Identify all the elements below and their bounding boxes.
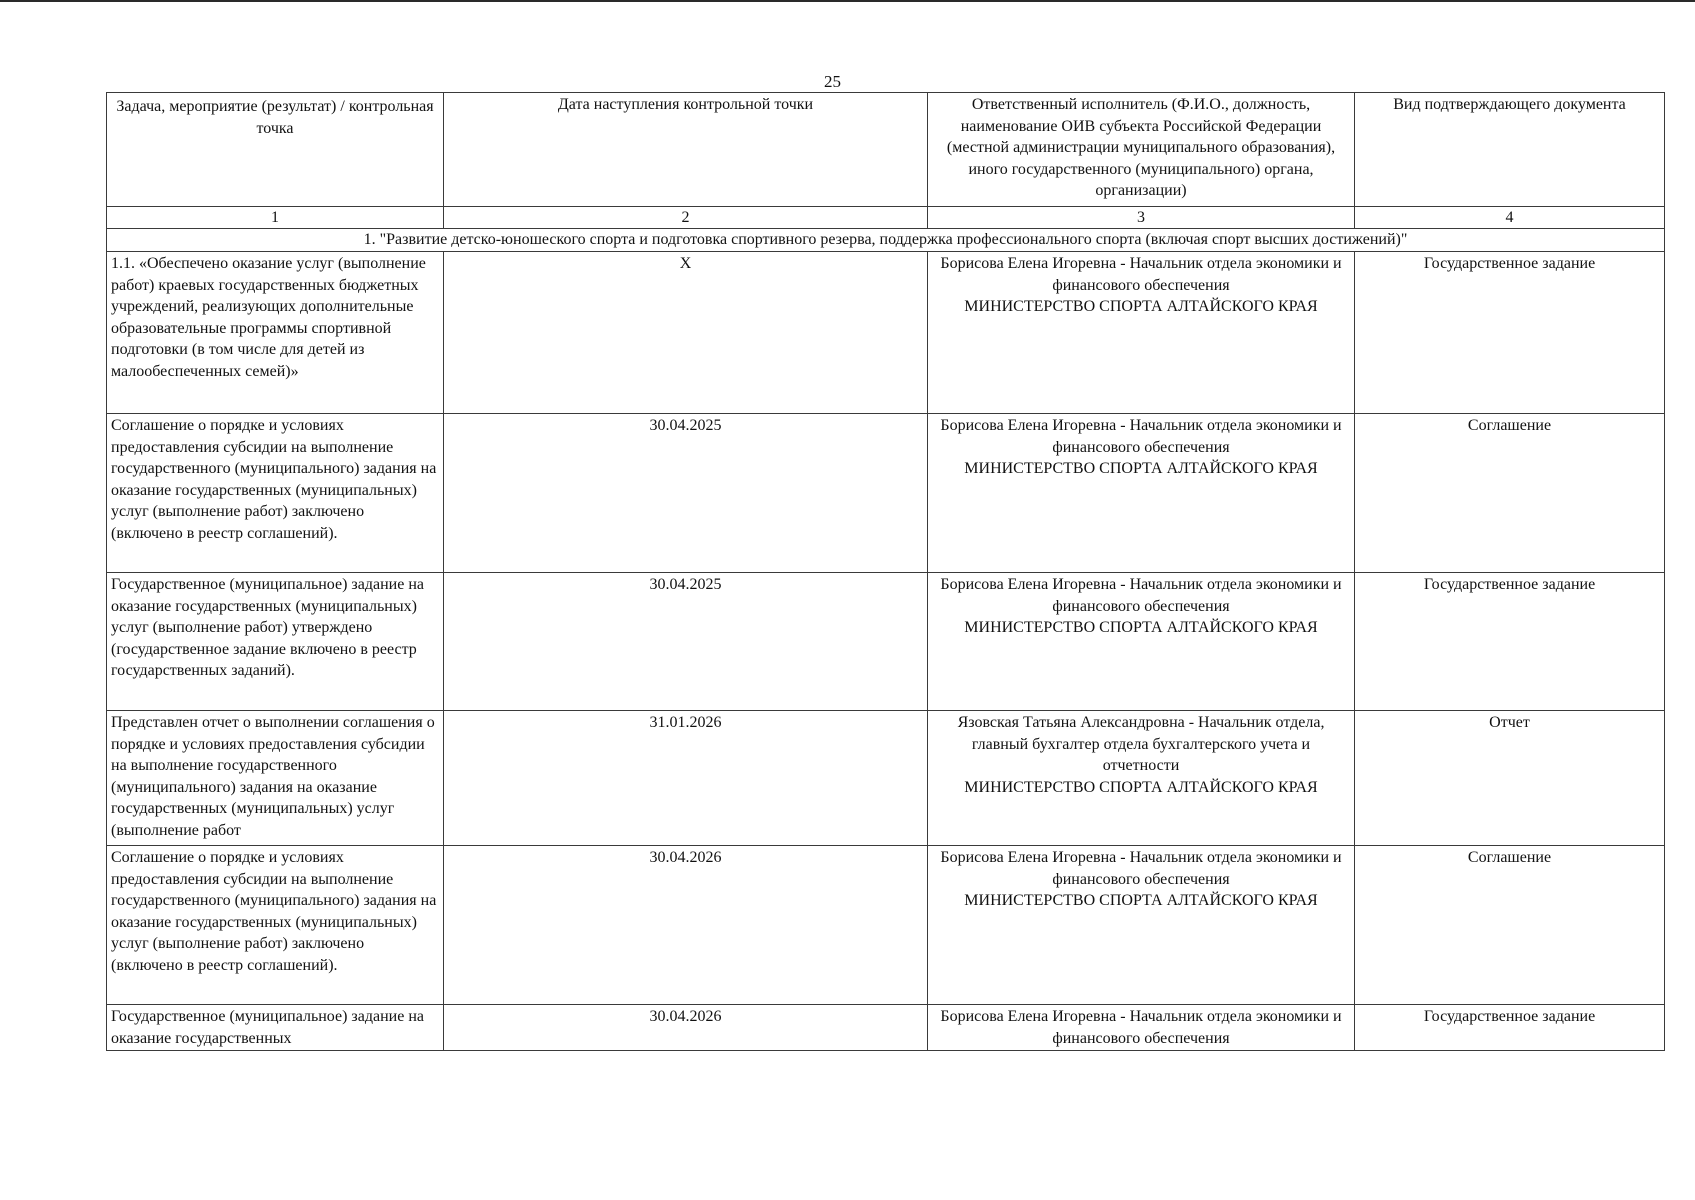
- document-cell: Государственное задание: [1355, 1005, 1665, 1051]
- header-task: Задача, мероприятие (результат) / контрольная точка: [107, 93, 444, 207]
- executor-name: Борисова Елена Игоревна - Начальник отдела экономики и финансового обеспечения: [940, 255, 1342, 294]
- table-row: [107, 711, 1665, 846]
- executor-name: Язовская Татьяна Александровна - Начальник отдела, главный бухгалтер отдела бухгалтерского учета и отчетности: [957, 714, 1325, 775]
- date-cell: 30.04.2026: [444, 1005, 928, 1051]
- document-cell: Государственное задание: [1355, 573, 1665, 711]
- table-row: [107, 846, 1665, 1005]
- column-number: 2: [444, 207, 928, 229]
- column-number: 1: [107, 207, 444, 229]
- header-document: Вид подтверждающего документа: [1355, 93, 1665, 207]
- table-row: [107, 1005, 1665, 1051]
- executor-name: Борисова Елена Игоревна - Начальник отдела экономики и финансового обеспечения: [940, 417, 1342, 456]
- page-top-edge: [0, 0, 1695, 2]
- executor-cell: [928, 711, 1355, 846]
- executor-name: Борисова Елена Игоревна - Начальник отдела экономики и финансового обеспечения: [940, 849, 1342, 888]
- date-cell: 30.04.2025: [444, 573, 928, 711]
- task-cell: Соглашение о порядке и условиях предоставления субсидии на выполнение государственного (муниципального) задания на оказание государственных (муниципальных) услуг (выполнение работ) заключено (включено в реестр соглашений).: [107, 414, 444, 573]
- section-title: 1. "Развитие детско-юношеского спорта и подготовка спортивного резерва, поддержка профессионального спорта (включая спорт высших достижений)": [107, 229, 1665, 252]
- table-row: [107, 252, 1665, 414]
- date-cell: X: [444, 252, 928, 414]
- executor-name: Борисова Елена Игоревна - Начальник отдела экономики и финансового обеспечения: [940, 576, 1342, 615]
- date-cell: 30.04.2025: [444, 414, 928, 573]
- date-cell: 31.01.2026: [444, 711, 928, 846]
- executor-cell: [928, 414, 1355, 573]
- executor-cell: [928, 573, 1355, 711]
- executor-organization: МИНИСТЕРСТВО СПОРТА АЛТАЙСКОГО КРАЯ: [964, 778, 1318, 796]
- task-cell: Государственное (муниципальное) задание на оказание государственных: [107, 1005, 444, 1051]
- executor-name: Борисова Елена Игоревна - Начальник отдела экономики и финансового обеспечения: [940, 1008, 1342, 1047]
- header-date: Дата наступления контрольной точки: [444, 93, 928, 207]
- executor-organization: МИНИСТЕРСТВО СПОРТА АЛТАЙСКОГО КРАЯ: [964, 460, 1318, 478]
- task-cell: Представлен отчет о выполнении соглашения о порядке и условиях предоставления субсидии на выполнение государственного (муниципального) задания на оказание государственных (муниципальных) услуг (выполнение работ: [107, 711, 444, 846]
- column-number: 4: [1355, 207, 1665, 229]
- table-row: [107, 573, 1665, 711]
- document-cell: Государственное задание: [1355, 252, 1665, 414]
- date-cell: 30.04.2026: [444, 846, 928, 1005]
- executor-cell: [928, 1005, 1355, 1051]
- column-number: 3: [928, 207, 1355, 229]
- section-row: [107, 229, 1665, 252]
- executor-cell: [928, 846, 1355, 1005]
- task-cell: Государственное (муниципальное) задание на оказание государственных (муниципальных) услуг (выполнение работ) утверждено (государственное задание включено в реестр государственных заданий).: [107, 573, 444, 711]
- document-cell: Соглашение: [1355, 846, 1665, 1005]
- table-header-row: [107, 93, 1665, 207]
- control-points-table: [106, 92, 1665, 1051]
- document-cell: Отчет: [1355, 711, 1665, 846]
- task-cell: Соглашение о порядке и условиях предоставления субсидии на выполнение государственного (муниципального) задания на оказание государственных (муниципальных) услуг (выполнение работ) заключено (включено в реестр соглашений).: [107, 846, 444, 1005]
- executor-organization: МИНИСТЕРСТВО СПОРТА АЛТАЙСКОГО КРАЯ: [964, 619, 1318, 637]
- executor-organization: МИНИСТЕРСТВО СПОРТА АЛТАЙСКОГО КРАЯ: [964, 892, 1318, 910]
- task-cell: 1.1. «Обеспечено оказание услуг (выполнение работ) краевых государственных бюджетных учреждений, реализующих дополнительные образовательные программы спортивной подготовки (в том числе для детей из малообеспеченных семей)»: [107, 252, 444, 414]
- executor-organization: МИНИСТЕРСТВО СПОРТА АЛТАЙСКОГО КРАЯ: [964, 298, 1318, 316]
- header-executor: Ответственный исполнитель (Ф.И.О., должность, наименование ОИВ субъекта Российской Федерации (местной администрации муниципального образования), иного государственного (муниципального) органа, организации): [928, 93, 1355, 207]
- executor-cell: [928, 252, 1355, 414]
- document-cell: Соглашение: [1355, 414, 1665, 573]
- table-row: [107, 414, 1665, 573]
- column-number-row: [107, 207, 1665, 229]
- page-number: 25: [824, 72, 841, 91]
